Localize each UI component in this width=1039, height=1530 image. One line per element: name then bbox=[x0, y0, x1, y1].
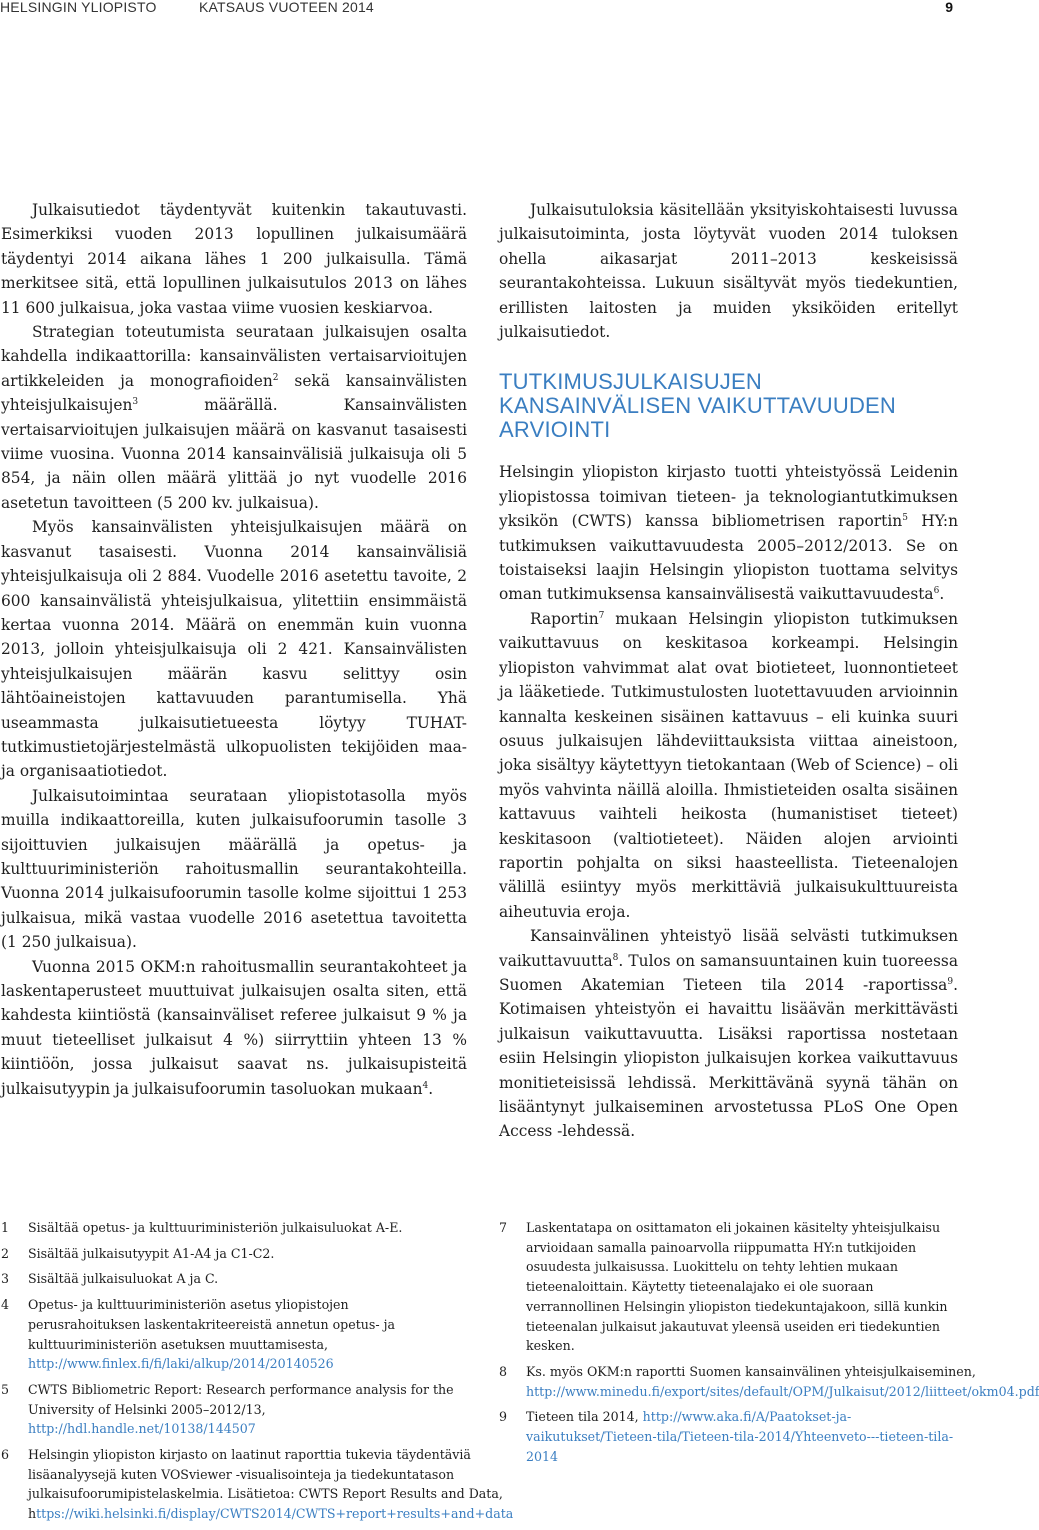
university-name: HELSINGIN YLIOPISTO bbox=[0, 0, 157, 15]
footnote-text: Helsingin yliopiston kirjasto on laatinut raporttia tukevia täydentäviä lisäanalyysejä kuten VOSviewer -visualisointeja ja tiedekuntatason julkaisufoorumipistelaskelmia. Lisätietoa: CWTS Report Results and Data, https://wiki.helsinki.fi/display/CWTS2014/CWTS+report+results+and+data bbox=[28, 1447, 514, 1522]
paragraph: Kansainvälinen yhteistyö lisää selvästi tutkimuksen vaikuttavuutta$^8$. Tulos on samansuuntainen kuin tuoreessa Suomen Akatemian Tieteen tila 2014 -raportissa$^9$. Kotimaisen yhteistyön ei havaittu lisäävän merkittävästi julkaisun vaikuttavuutta. Lisäksi raportissa nostetaan esiin Helsingin yliopiston julkaisujen korkea vaikuttavuus monitieteisissä lehdissä. Merkittävänä syynä tähän on lisääntynyt julkaiseminen arvostetussa PLoS One Open Access -lehdessä. bbox=[499, 927, 958, 1141]
footnote-text: Laskentatapa on osittamaton eli jokainen käsitelty yhteisjulkaisu arvioidaan samalla painoarvolla riippumatta HY:n tutkijoiden osuudesta julkaisussa. Luokittelu on tehty lehtien mukaan tieteenaloittain. Käytetty tieteenalajako ei ole suoraan verrannollinen Helsingin yliopiston tiedekuntajakoon, sillä kunkin tieteenalan julkaisut jakautuvat yleensä useiden eri tiedekuntien kesken. bbox=[526, 1220, 948, 1354]
section-heading: TUTKIMUSJULKAISUJEN KANSAINVÄLISEN VAIKUTTAVUUDEN ARVIOINTI bbox=[499, 369, 896, 443]
footnote-ref[interactable]: 6 bbox=[933, 586, 940, 597]
footnote bbox=[1, 1445, 514, 1524]
footnote bbox=[1, 1380, 463, 1439]
footnote-number: 7 bbox=[499, 1220, 508, 1235]
paragraph: Julkaisutuloksia käsitellään yksityiskohtaisesti luvussa julkaisutoiminta, josta löytyvät vuoden 2014 tuloksen ohella aikasarjat 2011–2013 keskeisissä seurantakohteissa. Lukuun sisältyvät myös tiedekuntien, erillisten laitosten ja muiden yksiköiden eritellyt julkaisutiedot. bbox=[499, 201, 958, 342]
footnote-text: Sisältää julkaisuluokat A ja C. bbox=[28, 1271, 219, 1287]
footnote bbox=[1, 1244, 463, 1264]
footnote bbox=[499, 1218, 958, 1356]
footnote-link[interactable]: http://www.finlex.fi/fi/laki/alkup/2014/20140526 bbox=[28, 1356, 334, 1372]
footnotes-right bbox=[499, 1218, 1039, 1472]
footnote-text: Ks. myös OKM:n raportti Suomen kansainvälinen yhteisjulkaiseminen, http://www.minedu.fi/export/sites/default/OPM/Julkaisut/2012/liitteet/okm04.pdf bbox=[526, 1363, 1039, 1399]
footnote-text: Tieteen tila 2014, http://www.aka.fi/A/Paatokset-ja-vaikutukset/Tieteen-tila/Tieteen-tila-2014/Yhteenveto---tieteen-tila-2014 bbox=[526, 1409, 954, 1464]
footnote-ref[interactable]: 4 bbox=[422, 1080, 429, 1091]
footnote-ref[interactable]: 9 bbox=[947, 976, 954, 987]
paragraph: Vuonna 2015 OKM:n rahoitusmallin seurantakohteet ja laskentaperusteet muuttuivat julkaisujen osalta siten, että kahdesta kiintiöstä (kansainväliset referee julkaisut 9 % ja muut tieteelliset julkaisut 4 %) siirryttiin yhteen 13 % kiintiöön, jossa julkaisut saavat ns. julkaisupisteitä julkaisutyypin ja julkaisufoorumin tasoluokan mukaan$^4$. bbox=[1, 957, 467, 1098]
footnote-ref[interactable]: 7 bbox=[598, 610, 605, 621]
publication-title: KATSAUS VUOTEEN 2014 bbox=[199, 0, 374, 15]
paragraph: Strategian toteutumista seurataan julkaisujen osalta kahdella indikaattorilla: kansainvälisten vertaisarvioitujen artikkeleiden ja monografioiden$^2$ sekä kansainvälisten yhteisjulkaisujen$^3$ määrällä. Kansainvälisten vertaisarvioitujen julkaisujen määrä on kasvanut tasaisesti viime vuosina. Vuonna 2014 kansainvälisiä julkaisuja oli 5 854, ja näin ollen määrä ylittää jo nyt vuodelle 2016 asetetun tavoitteen (5 200 kv. julkaisua). bbox=[1, 323, 467, 512]
paragraph: Julkaisutoimintaa seurataan yliopistotasolla myös muilla indikaattoreilla, kuten julkaisufoorumin tasolle 3 sijoittuvien julkaisujen määrällä ja opetus- ja kulttuuriministeriön rahoitusmallin seurantakohteilla. Vuonna 2014 julkaisufoorumin tasolle kolme sijoittui 1 253 julkaisua, mikä vastaa vuodelle 2016 asetettua tavoitetta (1 250 julkaisua). bbox=[1, 786, 467, 952]
footnote bbox=[1, 1295, 463, 1374]
footnote-number: 9 bbox=[499, 1409, 508, 1425]
footnote-number: 1 bbox=[1, 1220, 10, 1235]
paragraph: Myös kansainvälisten yhteisjulkaisujen määrä on kasvanut tasaisesti. Vuonna 2014 kansainvälisiä yhteisjulkaisuja oli 2 884. Vuodelle 2016 asetettu tavoite, 2 600 kansainvälistä yhteisjulkaisua, ylitettiin ensimmäistä kertaa vuonna 2014. Määrä on enemmän kuin vuonna 2013, jolloin yhteisjulkaisuja oli 2 421. Kansainvälisten yhteisjulkaisujen määrän kasvu selittyy osin lähtöaineistojen kattavuuden parantumisella. Yhä useammasta julkaisutietueesta löytyy TUHAT-tutkimustietojärjestelmästä ulkopuolisten tekijöiden maa- ja organisaatiotiedot. bbox=[1, 518, 467, 781]
footnote-ref[interactable]: 8 bbox=[612, 952, 619, 963]
footnote-number: 2 bbox=[1, 1245, 10, 1261]
footnote-number: 5 bbox=[1, 1381, 10, 1397]
footnote-link[interactable]: ttps://wiki.helsinki.fi/display/CWTS2014/CWTS+report+results+and+data bbox=[36, 1506, 514, 1522]
footnote-ref[interactable]: 3 bbox=[132, 397, 139, 408]
footnote-number: 4 bbox=[1, 1297, 10, 1313]
footnote bbox=[1, 1218, 463, 1238]
footnote-link[interactable]: http://www.aka.fi/A/Paatokset-ja-vaikutukset/Tieteen-tila/Tieteen-tila-2014/Yhteenveto---tieteen-tila-2014 bbox=[526, 1409, 954, 1464]
left-column bbox=[1, 198, 467, 1101]
footnote bbox=[499, 1407, 958, 1466]
footnote-number: 8 bbox=[499, 1363, 508, 1379]
paragraph: Raportin$^7$ mukaan Helsingin yliopiston tutkimuksen vaikuttavuus on keskitasoa korkeampi. Helsingin yliopiston vahvimmat alat ovat biotieteet, luonnontieteet ja lääketiede. Tutkimustulosten luotettavuuden arvioinnin kannalta keskeinen sisäinen kattavuus – eli kuinka suuri osuus julkaisujen lähdeviittauksista viittaa aineistoon, joka sisältyy käytettyyn tietokantaan (Web of Science) – oli myös vahvinta näillä aloilla. Ihmistieteiden osalta sisäinen kattavuus vaihteli heikosta (humanistiset tieteet) keskitasoon (valtiotieteet). Näiden alojen arviointi raportin pohjalta on siksi haasteellista. Tieteenalojen välillä esiintyy myös merkittäviä julkaisukulttuureista aiheutuvia eroja. bbox=[499, 609, 958, 921]
paragraph: Julkaisutiedot täydentyvät kuitenkin takautuvasti. Esimerkiksi vuoden 2013 lopullinen julkaisumäärä täydentyi 2014 aikana lähes 1 200 julkaisulla. Tämä merkitsee sitä, että lopullinen julkaisutulos 2013 on lähes 11 600 julkaisua, joka vastaa viime vuosien keskiarvoa. bbox=[1, 201, 467, 317]
footnote-text: Opetus- ja kulttuuriministeriön asetus yliopistojen perusrahoituksen laskentakriteereistä annetun opetus- ja kulttuuriministeriön asetuksen muuttamisesta, http://www.finlex.fi/fi/laki/alkup/2014/20140526 bbox=[28, 1297, 396, 1372]
footnote-text: Sisältää julkaisutyypit A1-A4 ja C1-C2. bbox=[28, 1245, 275, 1261]
footnote-number: 6 bbox=[1, 1447, 10, 1463]
footnote-link[interactable]: http://www.minedu.fi/export/sites/default/OPM/Julkaisut/2012/liitteet/okm04.pdf bbox=[526, 1383, 1039, 1399]
right-column bbox=[499, 198, 958, 1144]
footnote-link[interactable]: http://hdl.handle.net/10138/144507 bbox=[28, 1421, 256, 1437]
page-header bbox=[0, 0, 960, 18]
footnote bbox=[1, 1269, 463, 1289]
footnote-ref[interactable]: 5 bbox=[902, 513, 908, 524]
footnote bbox=[499, 1362, 1039, 1401]
page-number: 9 bbox=[945, 0, 953, 15]
footnote-number: 3 bbox=[1, 1271, 10, 1287]
footnotes-left bbox=[1, 1218, 514, 1530]
footnote-ref[interactable]: 2 bbox=[272, 372, 279, 383]
footnote-text: Sisältää opetus- ja kulttuuriministeriön julkaisuluokat A-E. bbox=[28, 1220, 403, 1235]
paragraph: Helsingin yliopiston kirjasto tuotti yhteistyössä Leidenin yliopistossa toimivan tieteen- ja teknologiantutkimuksen yksikön (CWTS) kanssa bibliometrisen raportin$^5$ HY:n tutkimuksen vaikuttavuudesta 2005–2012/2013. Se on toistaiseksi laajin Helsingin yliopiston tuottama selvitys oman tutkimuksensa kansainvälisestä vaikuttavuudesta$^6$. bbox=[499, 463, 958, 604]
footnote-text: CWTS Bibliometric Report: Research performance analysis for the University of Helsinki 2005–2012/13, http://hdl.handle.net/10138/144507 bbox=[28, 1381, 454, 1437]
